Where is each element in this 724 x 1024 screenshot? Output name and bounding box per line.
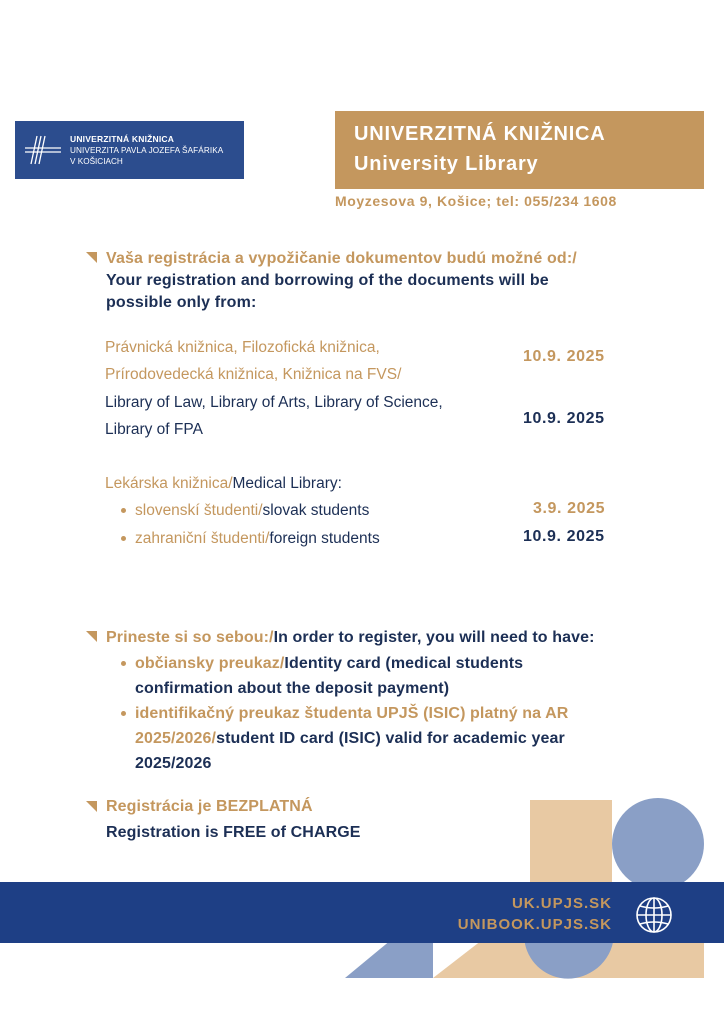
libraries-sk-line2: Prírodovedecká knižnica, Knižnica na FVS/	[105, 366, 402, 383]
medical-item-sk: zahraniční študenti/	[135, 530, 270, 547]
library-logo-icon	[23, 134, 63, 166]
bullet-icon	[121, 508, 126, 513]
university-logo	[15, 121, 244, 179]
footer-link-uk[interactable]: UK.UPJS.SK	[511, 895, 612, 912]
registration-heading-en-2: possible only from:	[106, 294, 257, 311]
footer-link-unibook[interactable]: UNIBOOK.UPJS.SK	[457, 916, 612, 933]
decor-beige-block	[612, 943, 704, 978]
bring-item2-line1: identifikačný preukaz študenta UPJŠ (ISIC) platný na AR	[135, 705, 569, 722]
bullet-icon	[121, 536, 126, 541]
header-address: Moyzesova 9, Košice; tel: 055/234 1608	[335, 193, 617, 209]
header-box	[335, 111, 704, 189]
libraries-en-line2: Library of FPA	[105, 421, 203, 438]
registration-heading-sk: Vaša registrácia a vypožičanie dokumentov budú možné od:/	[106, 250, 577, 267]
medical-item-foreign	[135, 530, 380, 548]
registration-heading-en-1: Your registration and borrowing of the documents will be	[106, 272, 549, 289]
globe-icon	[634, 895, 674, 935]
bring-item2-sk: 2025/2026/	[135, 730, 217, 747]
bring-item1-line2: confirmation about the deposit payment)	[135, 680, 450, 697]
footer-band	[0, 882, 724, 943]
logo-city: V KOŠICIACH	[70, 157, 123, 166]
bring-item2-en: student ID card (ISIC) valid for academic year	[216, 730, 565, 747]
medical-item-en: slovak students	[262, 502, 370, 519]
bring-heading-sk: Prineste si so sebou:/	[106, 629, 274, 646]
bring-heading-en: In order to register, you will need to have:	[273, 629, 595, 646]
section-marker-icon	[86, 631, 97, 642]
decor-blue-circle	[612, 798, 704, 890]
free-sk: Registrácia je BEZPLATNÁ	[106, 798, 313, 815]
logo-subtitle: UNIVERZITA PAVLA JOZEFA ŠAFÁRIKA	[70, 146, 224, 155]
medical-library-label	[105, 475, 342, 493]
bullet-icon	[121, 661, 126, 666]
medical-date-foreign: 10.9. 2025	[523, 528, 605, 545]
libraries-sk-line1: Právnická knižnica, Filozofická knižnica,	[105, 339, 380, 356]
bring-heading	[106, 629, 595, 647]
bring-item2-line3: 2025/2026	[135, 755, 212, 772]
libraries-en-date: 10.9. 2025	[523, 410, 605, 427]
medical-date-slovak: 3.9. 2025	[533, 500, 606, 517]
bring-item2-line2	[135, 730, 565, 748]
bring-item1-en: Identity card (medical students	[284, 655, 524, 672]
medical-label-en: Medical Library:	[232, 475, 342, 492]
medical-item-en: foreign students	[269, 530, 380, 547]
medical-label-sk: Lekárska knižnica/	[105, 475, 233, 492]
libraries-en-line1: Library of Law, Library of Arts, Library of Science,	[105, 394, 443, 411]
medical-item-slovak	[135, 502, 369, 520]
bring-item1-sk: občiansky preukaz/	[135, 655, 285, 672]
header-title-sk: UNIVERZITNÁ KNIŽNICA	[354, 123, 606, 145]
bring-item1-line1	[135, 655, 523, 673]
logo-title: UNIVERZITNÁ KNIŽNICA	[70, 134, 175, 144]
libraries-sk-date: 10.9. 2025	[523, 348, 605, 365]
section-marker-icon	[86, 252, 97, 263]
medical-item-sk: slovenskí študenti/	[135, 502, 263, 519]
header-title-en: University Library	[354, 153, 539, 175]
bullet-icon	[121, 711, 126, 716]
free-en: Registration is FREE of CHARGE	[106, 824, 361, 841]
section-marker-icon	[86, 801, 97, 812]
